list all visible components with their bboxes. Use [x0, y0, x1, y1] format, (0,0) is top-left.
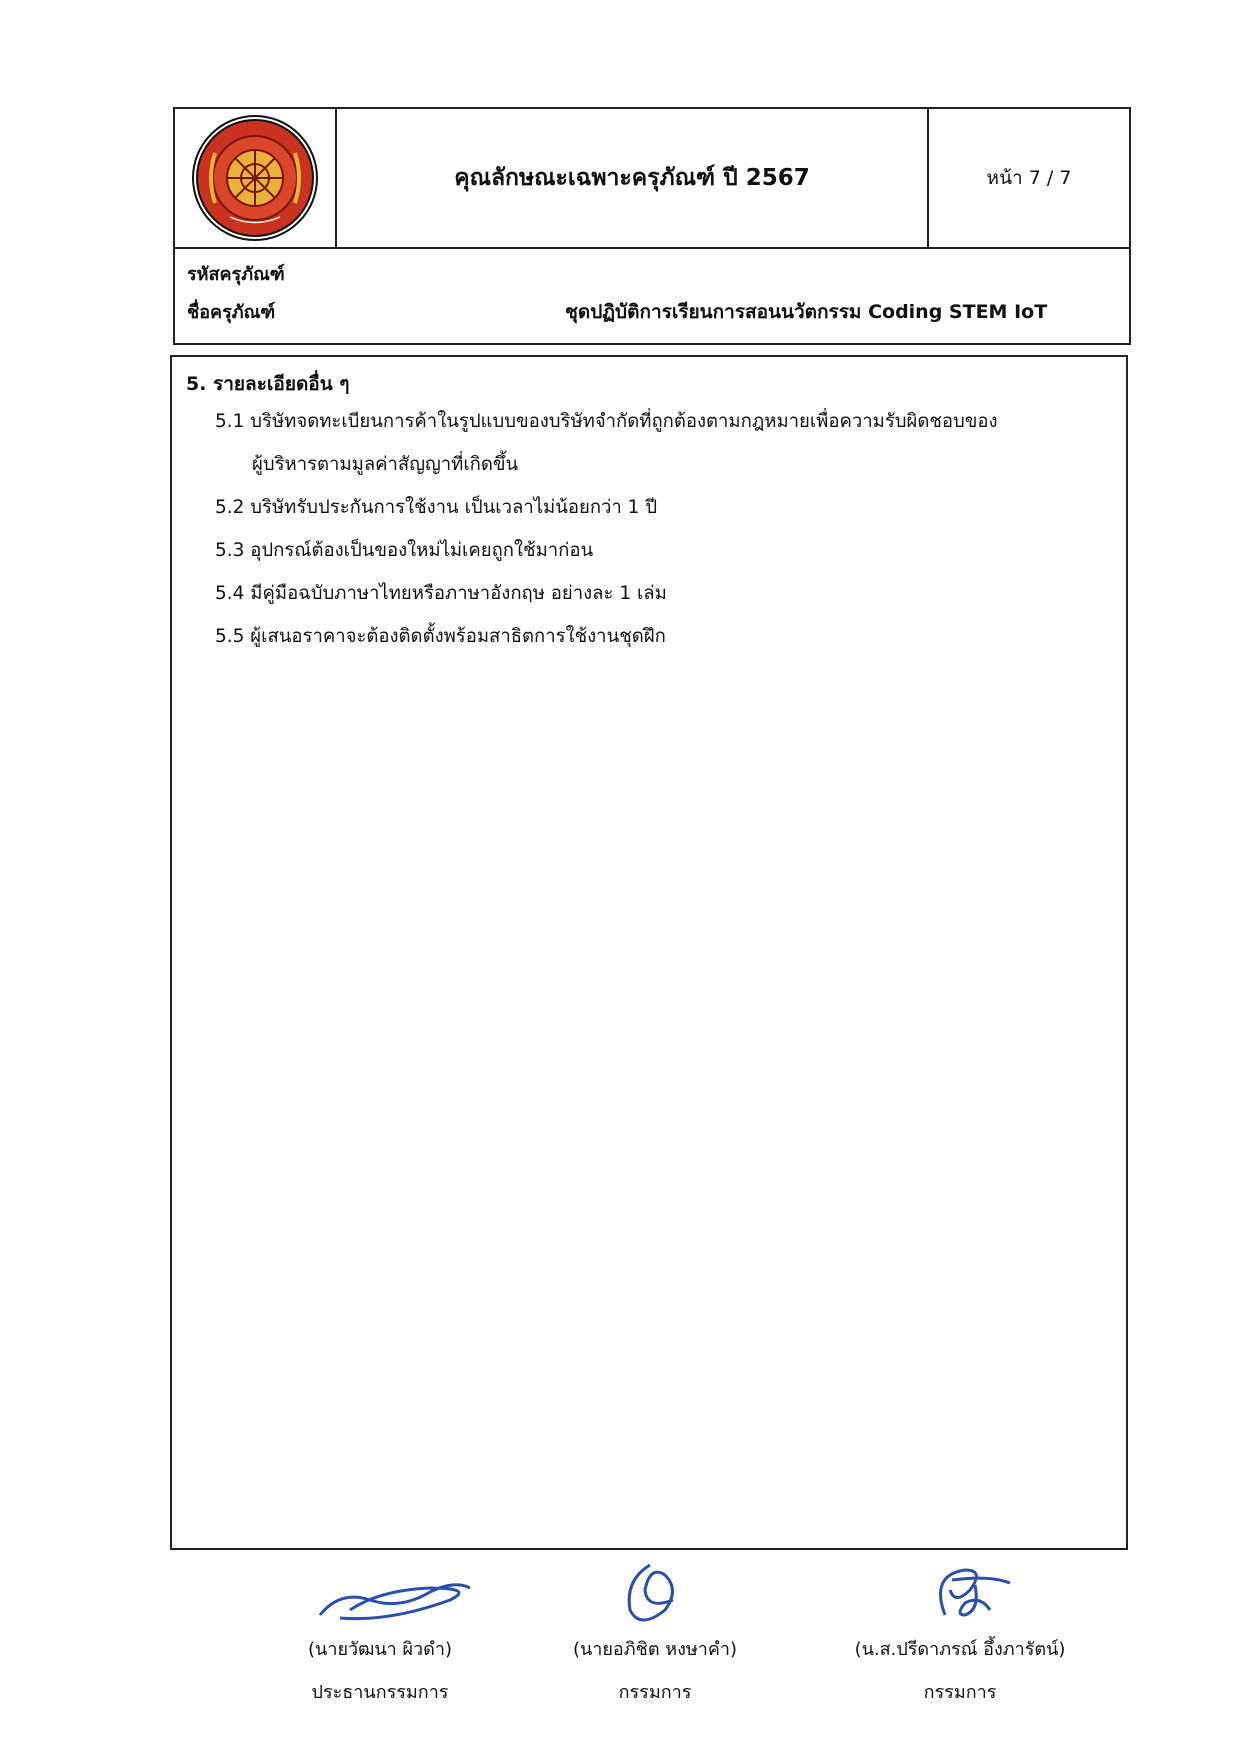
document-title: คุณลักษณะเฉพาะครุภัณฑ์ ปี 2567 [337, 109, 929, 247]
signature-block-member-1 [505, 1555, 805, 1706]
detail-item: 5.2 บริษัทรับประกันการใช้งาน เป็นเวลาไม่น้อยกว่า 1 ปี [215, 497, 658, 518]
details-box [170, 355, 1128, 1550]
signature-block-chair [230, 1570, 530, 1706]
detail-item-continuation: ผู้บริหารตามมูลค่าสัญญาที่เกิดขึ้น [252, 454, 519, 475]
detail-item: 5.5 ผู้เสนอราคาจะต้องติดตั้งพร้อมสาธิตการใช้งานชุดฝึก [215, 626, 666, 647]
signatory-name: (น.ส.ปรีดาภรณ์ อึ้งภารัตน์) [854, 1639, 1066, 1660]
handwritten-signature [810, 1555, 1110, 1630]
handwritten-signature [505, 1555, 805, 1630]
item-code-label: รหัสครุภัณฑ์ [187, 264, 285, 285]
page-number: หน้า 7 / 7 [986, 167, 1072, 189]
detail-item: 5.3 อุปกรณ์ต้องเป็นของใหม่ไม่เคยถูกใช้มาก่อน [215, 540, 594, 561]
signatory-role: กรรมการ [618, 1682, 692, 1703]
signatory-name: (นายวัฒนา ผิวดำ) [308, 1639, 452, 1660]
section-heading: 5. รายละเอียดอื่น ๆ [186, 373, 350, 395]
document-header [173, 107, 1131, 249]
vocational-seal-logo [185, 113, 325, 243]
item-info-box [173, 249, 1131, 345]
signatory-role: กรรมการ [923, 1682, 997, 1703]
handwritten-signature [230, 1570, 530, 1630]
item-name-value: ชุดปฏิบัติการเรียนการสอนนวัตกรรม Coding STEM IoT [565, 301, 1048, 323]
signatory-name: (นายอภิชิต หงษาคำ) [572, 1639, 738, 1660]
detail-item: 5.1 บริษัทจดทะเบียนการค้าในรูปแบบของบริษัทจำกัดที่ถูกต้องตามกฎหมายเพื่อความรับผิดชอบของ [215, 411, 998, 432]
signatory-role: ประธานกรรมการ [311, 1682, 449, 1703]
logo-cell [175, 109, 337, 247]
item-name-label: ชื่อครุภัณฑ์ [187, 302, 276, 323]
detail-item: 5.4 มีคู่มือฉบับภาษาไทยหรือภาษาอังกฤษ อย่างละ 1 เล่ม [215, 583, 667, 604]
signature-block-member-2 [810, 1555, 1110, 1706]
